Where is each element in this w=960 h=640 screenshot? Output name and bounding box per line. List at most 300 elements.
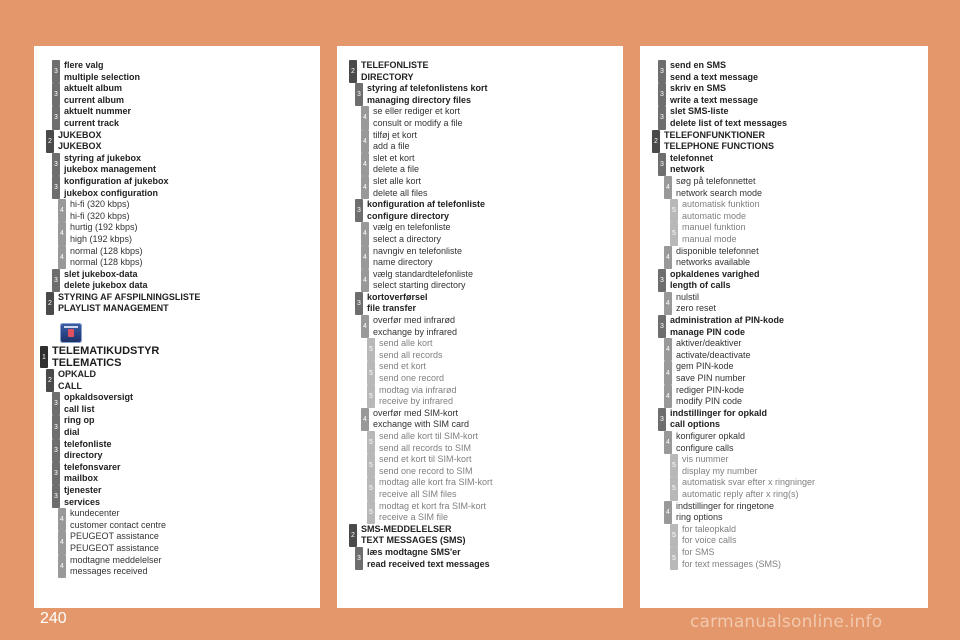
- level-badge: 4: [361, 222, 369, 245]
- menu-entry-text: [367, 83, 488, 106]
- level-badge: 1: [40, 346, 48, 368]
- label-english: messages received: [70, 566, 148, 577]
- label-english: TELEPHONE FUNCTIONS: [664, 141, 775, 152]
- label-danish: læs modtagne SMS'er: [367, 546, 461, 557]
- menu-entry-text: [64, 269, 148, 292]
- menu-entry: [46, 292, 320, 315]
- label-english: PLAYLIST MANAGEMENT: [58, 303, 169, 314]
- level-badge: 2: [349, 60, 357, 83]
- menu-entry: [367, 431, 623, 454]
- label-english: automatic mode: [682, 210, 747, 221]
- menu-entry-text: [676, 292, 716, 315]
- menu-entry: [367, 338, 623, 361]
- menu-entry-text: [64, 415, 95, 438]
- level-badge: 2: [46, 292, 54, 315]
- menu-entry-text: [373, 106, 463, 129]
- level-badge: 4: [361, 269, 369, 292]
- label-english: receive a SIM file: [379, 512, 449, 523]
- label-danish: send et kort til SIM-kort: [379, 454, 472, 465]
- menu-entry: [52, 439, 320, 462]
- menu-entry: [367, 477, 623, 500]
- menu-entry: [361, 176, 623, 199]
- menu-entry-text: [670, 408, 767, 431]
- label-english: TEXT MESSAGES (SMS): [361, 535, 466, 546]
- level-badge: 4: [664, 338, 672, 361]
- level-badge: 3: [52, 176, 60, 199]
- label-english: call options: [670, 419, 721, 430]
- menu-entry-text: [676, 431, 745, 454]
- label-english: DIRECTORY: [361, 71, 414, 82]
- label-danish: konfigurer opkald: [676, 431, 746, 441]
- label-danish: modtag via infrarød: [379, 384, 457, 395]
- menu-entry-text: [379, 454, 473, 477]
- label-danish: opkaldenes varighed: [670, 268, 760, 279]
- menu-entry: [658, 60, 928, 83]
- level-badge: 5: [367, 431, 375, 454]
- level-badge: 3: [658, 83, 666, 106]
- menu-entry-text: [361, 524, 466, 547]
- menu-entry: [52, 153, 320, 176]
- label-danish: aktuelt album: [64, 83, 123, 94]
- label-danish: telefonliste: [64, 438, 112, 449]
- menu-entry-text: [379, 501, 486, 524]
- level-badge: 4: [664, 176, 672, 199]
- level-badge: 2: [349, 524, 357, 547]
- label-danish: send alle kort til SIM-kort: [379, 431, 479, 441]
- menu-entry: [58, 531, 320, 554]
- level-badge: 3: [52, 83, 60, 106]
- menu-entry-text: [64, 392, 133, 415]
- label-english: zero reset: [676, 303, 717, 314]
- menu-entry: [58, 555, 320, 578]
- label-danish: slet alle kort: [373, 175, 422, 186]
- menu-entry: [664, 338, 928, 361]
- menu-entry: [361, 222, 623, 245]
- label-english: modify PIN code: [676, 396, 743, 407]
- level-badge: 3: [52, 439, 60, 462]
- menu-entry: [664, 246, 928, 269]
- level-badge: 4: [664, 361, 672, 384]
- menu-entry-text: [367, 547, 490, 570]
- level-badge: 3: [658, 106, 666, 129]
- level-badge: 4: [58, 508, 66, 531]
- label-english: for text messages (SMS): [682, 558, 782, 569]
- level-badge: 3: [355, 83, 363, 106]
- label-danish: modtag et kort fra SIM-kort: [379, 500, 487, 511]
- level-badge: 3: [52, 415, 60, 438]
- label-english: PEUGEOT assistance: [70, 542, 159, 553]
- label-danish: aktuelt nummer: [64, 106, 132, 117]
- label-danish: PEUGEOT assistance: [70, 531, 159, 542]
- label-english: add a file: [373, 141, 410, 152]
- level-badge: 2: [652, 130, 660, 153]
- level-badge: 3: [658, 153, 666, 176]
- level-badge: 5: [670, 547, 678, 570]
- menu-entry-text: [676, 338, 751, 361]
- label-english: multiple selection: [64, 71, 141, 82]
- label-danish: TELEMATIKUDSTYR: [52, 345, 160, 358]
- level-badge: 3: [52, 269, 60, 292]
- menu-entry-text: [373, 408, 469, 431]
- menu-entry: [58, 508, 320, 531]
- label-english: send all records to SIM: [379, 442, 472, 453]
- menu-entry: [664, 292, 928, 315]
- menu-entry-text: [373, 269, 473, 292]
- menu-entry-text: [367, 199, 485, 222]
- menu-entry-text: [670, 60, 758, 83]
- label-danish: indstillinger for opkald: [670, 407, 768, 418]
- label-danish: konfiguration af jukebox: [64, 175, 169, 186]
- menu-entry: [52, 392, 320, 415]
- menu-entry: [355, 547, 623, 570]
- menu-entry-text: [676, 246, 759, 269]
- telematics-icon: [60, 323, 320, 343]
- label-danish: styring af telefonlistens kort: [367, 83, 488, 94]
- label-english: mailbox: [64, 473, 99, 484]
- menu-entry: [52, 269, 320, 292]
- level-badge: 4: [361, 315, 369, 338]
- menu-entry: [349, 524, 623, 547]
- menu-entry-text: [373, 246, 462, 269]
- menu-entry-text: [373, 153, 419, 176]
- level-badge: 4: [361, 408, 369, 431]
- level-badge: 3: [658, 60, 666, 83]
- menu-entry-text: [373, 130, 417, 153]
- label-english: network: [670, 164, 705, 175]
- menu-entry: [52, 106, 320, 129]
- level-badge: 4: [664, 431, 672, 454]
- label-english: normal (128 kbps): [70, 257, 143, 268]
- menu-entry-text: [58, 369, 96, 392]
- menu-entry-text: [70, 555, 162, 578]
- menu-entry: [664, 176, 928, 199]
- menu-entry-text: [64, 462, 121, 485]
- label-danish: indstillinger for ringetone: [676, 500, 775, 511]
- menu-column-2: [337, 46, 623, 608]
- menu-entry: [52, 60, 320, 83]
- label-english: JUKEBOX: [58, 141, 102, 152]
- level-badge: 4: [361, 246, 369, 269]
- level-badge: 5: [367, 454, 375, 477]
- level-badge: 3: [658, 269, 666, 292]
- label-danish: se eller rediger et kort: [373, 106, 461, 117]
- label-danish: overfør med SIM-kort: [373, 407, 459, 418]
- level-badge: 4: [664, 501, 672, 524]
- label-english: display my number: [682, 465, 758, 476]
- menu-entry-text: [361, 60, 429, 83]
- label-english: manual mode: [682, 233, 737, 244]
- menu-entry: [52, 176, 320, 199]
- menu-entry: [355, 292, 623, 315]
- label-english: select a directory: [373, 233, 442, 244]
- label-danish: JUKEBOX: [58, 129, 102, 140]
- label-english: TELEMATICS: [52, 357, 122, 370]
- level-badge: 4: [58, 531, 66, 554]
- label-danish: manuel funktion: [682, 222, 746, 233]
- level-badge: 5: [670, 524, 678, 547]
- menu-entry-text: [682, 199, 760, 222]
- menu-column-3: [640, 46, 928, 608]
- menu-entry-text: [58, 130, 102, 153]
- menu-entry-text: [670, 153, 713, 176]
- label-danish: send en SMS: [670, 60, 727, 70]
- label-danish: slet SMS-liste: [670, 106, 729, 117]
- label-english: delete list of text messages: [670, 117, 788, 128]
- menu-entry-text: [682, 477, 815, 500]
- level-badge: 4: [58, 555, 66, 578]
- label-danish: administration af PIN-kode: [670, 315, 785, 326]
- level-badge: 4: [361, 106, 369, 129]
- menu-entry: [361, 106, 623, 129]
- menu-entry-text: [682, 454, 758, 477]
- label-english: length of calls: [670, 280, 731, 291]
- level-badge: 4: [361, 176, 369, 199]
- menu-entry: [670, 199, 928, 222]
- level-badge: 4: [58, 246, 66, 269]
- level-badge: 3: [52, 485, 60, 508]
- level-badge: 4: [361, 153, 369, 176]
- menu-entry: [52, 462, 320, 485]
- label-english: CALL: [58, 380, 82, 391]
- label-english: directory: [64, 450, 103, 461]
- menu-entry: [658, 83, 928, 106]
- label-english: receive by infrared: [379, 396, 454, 407]
- menu-entry-text: [64, 60, 140, 83]
- menu-entry-text: [682, 547, 781, 570]
- menu-entry: [652, 130, 928, 153]
- level-badge: 3: [355, 547, 363, 570]
- label-danish: SMS-MEDDELELSER: [361, 523, 452, 534]
- label-english: file transfer: [367, 303, 417, 314]
- level-badge: 5: [670, 477, 678, 500]
- level-badge: 4: [361, 130, 369, 153]
- label-english: high (192 kbps): [70, 233, 133, 244]
- menu-entry-text: [70, 508, 166, 531]
- menu-entry: [46, 369, 320, 392]
- menu-entry: [658, 315, 928, 338]
- label-danish: gem PIN-kode: [676, 361, 734, 372]
- menu-entry-text: [64, 176, 169, 199]
- label-english: hi-fi (320 kbps): [70, 210, 130, 221]
- menu-entry: [664, 361, 928, 384]
- level-badge: 3: [355, 292, 363, 315]
- label-danish: flere valg: [64, 60, 104, 70]
- menu-entry: [58, 246, 320, 269]
- level-badge: 4: [664, 292, 672, 315]
- menu-entry: [52, 485, 320, 508]
- level-badge: 4: [58, 222, 66, 245]
- menu-entry-text: [70, 246, 143, 269]
- label-english: activate/deactivate: [676, 349, 751, 360]
- menu-entry: [349, 60, 623, 83]
- menu-entry-text: [664, 130, 774, 153]
- label-danish: TELEFONLISTE: [361, 60, 429, 70]
- menu-entry: [361, 246, 623, 269]
- menu-entry: [658, 106, 928, 129]
- label-danish: kortoverførsel: [367, 291, 428, 302]
- label-danish: vælg standardtelefonliste: [373, 268, 474, 279]
- label-english: consult or modify a file: [373, 117, 463, 128]
- label-danish: styring af jukebox: [64, 152, 142, 163]
- level-badge: 5: [367, 338, 375, 361]
- label-english: delete all files: [373, 187, 428, 198]
- label-english: automatic reply after x ring(s): [682, 488, 799, 499]
- menu-entry: [367, 361, 623, 384]
- level-badge: 4: [664, 385, 672, 408]
- label-english: for voice calls: [682, 535, 737, 546]
- page-number: 240: [40, 610, 67, 627]
- label-danish: for taleopkald: [682, 523, 737, 534]
- label-danish: søg på telefonnettet: [676, 175, 756, 186]
- label-english: configure calls: [676, 442, 734, 453]
- menu-entry-text: [52, 345, 159, 369]
- label-danish: modtag alle kort fra SIM-kort: [379, 477, 493, 488]
- label-english: exchange by infrared: [373, 326, 458, 337]
- menu-entry-text: [670, 269, 760, 292]
- label-english: exchange with SIM card: [373, 419, 470, 430]
- level-badge: 5: [670, 454, 678, 477]
- label-english: current album: [64, 94, 125, 105]
- label-danish: opkaldsoversigt: [64, 392, 134, 403]
- menu-entry: [367, 454, 623, 477]
- menu-entry-text: [367, 292, 428, 315]
- label-danish: disponible telefonnet: [676, 245, 759, 256]
- label-english: delete a file: [373, 164, 420, 175]
- level-badge: 5: [670, 199, 678, 222]
- level-badge: 3: [52, 392, 60, 415]
- menu-entry-text: [64, 485, 102, 508]
- label-danish: slet et kort: [373, 152, 415, 163]
- level-badge: 2: [46, 369, 54, 392]
- menu-entry-text: [70, 531, 159, 554]
- menu-entry-text: [64, 439, 112, 462]
- label-english: send one record to SIM: [379, 465, 473, 476]
- label-danish: tilføj et kort: [373, 129, 418, 140]
- menu-entry: [658, 408, 928, 431]
- menu-entry: [664, 385, 928, 408]
- label-english: name directory: [373, 257, 433, 268]
- level-badge: 4: [58, 199, 66, 222]
- label-danish: automatisk svar efter x ringninger: [682, 477, 816, 488]
- menu-entry: [361, 315, 623, 338]
- label-english: receive all SIM files: [379, 488, 457, 499]
- menu-entry-text: [676, 176, 762, 199]
- watermark: carmanualsonline.info: [690, 612, 883, 632]
- label-danish: hurtig (192 kbps): [70, 222, 138, 233]
- level-badge: 5: [367, 477, 375, 500]
- menu-entry: [664, 431, 928, 454]
- level-badge: 3: [658, 408, 666, 431]
- label-english: managing directory files: [367, 94, 472, 105]
- menu-entry: [670, 477, 928, 500]
- menu-entry-text: [676, 385, 744, 408]
- menu-entry-text: [379, 338, 443, 361]
- label-danish: OPKALD: [58, 369, 96, 380]
- menu-entry-text: [70, 222, 138, 245]
- menu-entry-text: [64, 153, 156, 176]
- menu-entry-text: [682, 524, 737, 547]
- menu-entry-text: [379, 361, 444, 384]
- menu-entry: [664, 501, 928, 524]
- level-badge: 3: [52, 462, 60, 485]
- level-badge: 5: [367, 385, 375, 408]
- label-english: save PIN number: [676, 373, 746, 384]
- label-danish: TELEFONFUNKTIONER: [664, 129, 765, 140]
- menu-column-1: [34, 46, 320, 608]
- label-english: jukebox management: [64, 164, 157, 175]
- label-danish: konfiguration af telefonliste: [367, 199, 486, 210]
- menu-entry: [361, 130, 623, 153]
- label-english: jukebox configuration: [64, 187, 159, 198]
- label-danish: nulstil: [676, 291, 700, 302]
- label-danish: slet jukebox-data: [64, 268, 138, 279]
- menu-entry-text: [670, 83, 758, 106]
- label-danish: kundecenter: [70, 508, 120, 519]
- label-english: send a text message: [670, 71, 759, 82]
- menu-entry-text: [58, 292, 200, 315]
- label-danish: send et kort: [379, 361, 427, 372]
- label-danish: rediger PIN-kode: [676, 384, 745, 395]
- menu-entry-text: [379, 477, 493, 500]
- menu-entry: [367, 501, 623, 524]
- menu-entry: [670, 524, 928, 547]
- label-english: delete jukebox data: [64, 280, 148, 291]
- menu-entry: [52, 415, 320, 438]
- level-badge: 3: [52, 106, 60, 129]
- label-english: customer contact centre: [70, 519, 167, 530]
- menu-entry: [361, 269, 623, 292]
- menu-entry: [40, 345, 320, 369]
- menu-entry-text: [670, 315, 784, 338]
- label-english: services: [64, 496, 101, 507]
- label-danish: normal (128 kbps): [70, 245, 143, 256]
- label-english: dial: [64, 427, 80, 438]
- menu-entry-text: [64, 106, 131, 129]
- menu-entry: [355, 83, 623, 106]
- label-danish: ring op: [64, 415, 95, 426]
- menu-entry-text: [670, 106, 787, 129]
- label-english: send one record: [379, 373, 445, 384]
- menu-entry: [58, 222, 320, 245]
- label-english: call list: [64, 403, 95, 414]
- label-danish: for SMS: [682, 546, 715, 557]
- label-danish: navngiv en telefonliste: [373, 245, 463, 256]
- label-english: write a text message: [670, 94, 759, 105]
- menu-entry-text: [379, 385, 457, 408]
- menu-entry: [361, 408, 623, 431]
- level-badge: 5: [367, 361, 375, 384]
- menu-entry: [355, 199, 623, 222]
- label-danish: tjenester: [64, 485, 102, 495]
- level-badge: 3: [658, 315, 666, 338]
- menu-entry: [670, 454, 928, 477]
- label-danish: hi-fi (320 kbps): [70, 199, 130, 210]
- label-english: read received text messages: [367, 558, 490, 569]
- label-english: ring options: [676, 512, 723, 523]
- level-badge: 2: [46, 130, 54, 153]
- menu-entry: [46, 130, 320, 153]
- menu-entry-text: [373, 176, 428, 199]
- label-english: manage PIN code: [670, 326, 746, 337]
- menu-entry: [58, 199, 320, 222]
- menu-entry: [361, 153, 623, 176]
- menu-entry-text: [64, 83, 124, 106]
- label-danish: STYRING AF AFSPILNINGSLISTE: [58, 291, 201, 302]
- menu-entry-text: [379, 431, 478, 454]
- label-english: current track: [64, 117, 120, 128]
- label-danish: send alle kort: [379, 338, 433, 349]
- label-danish: vis nummer: [682, 454, 729, 465]
